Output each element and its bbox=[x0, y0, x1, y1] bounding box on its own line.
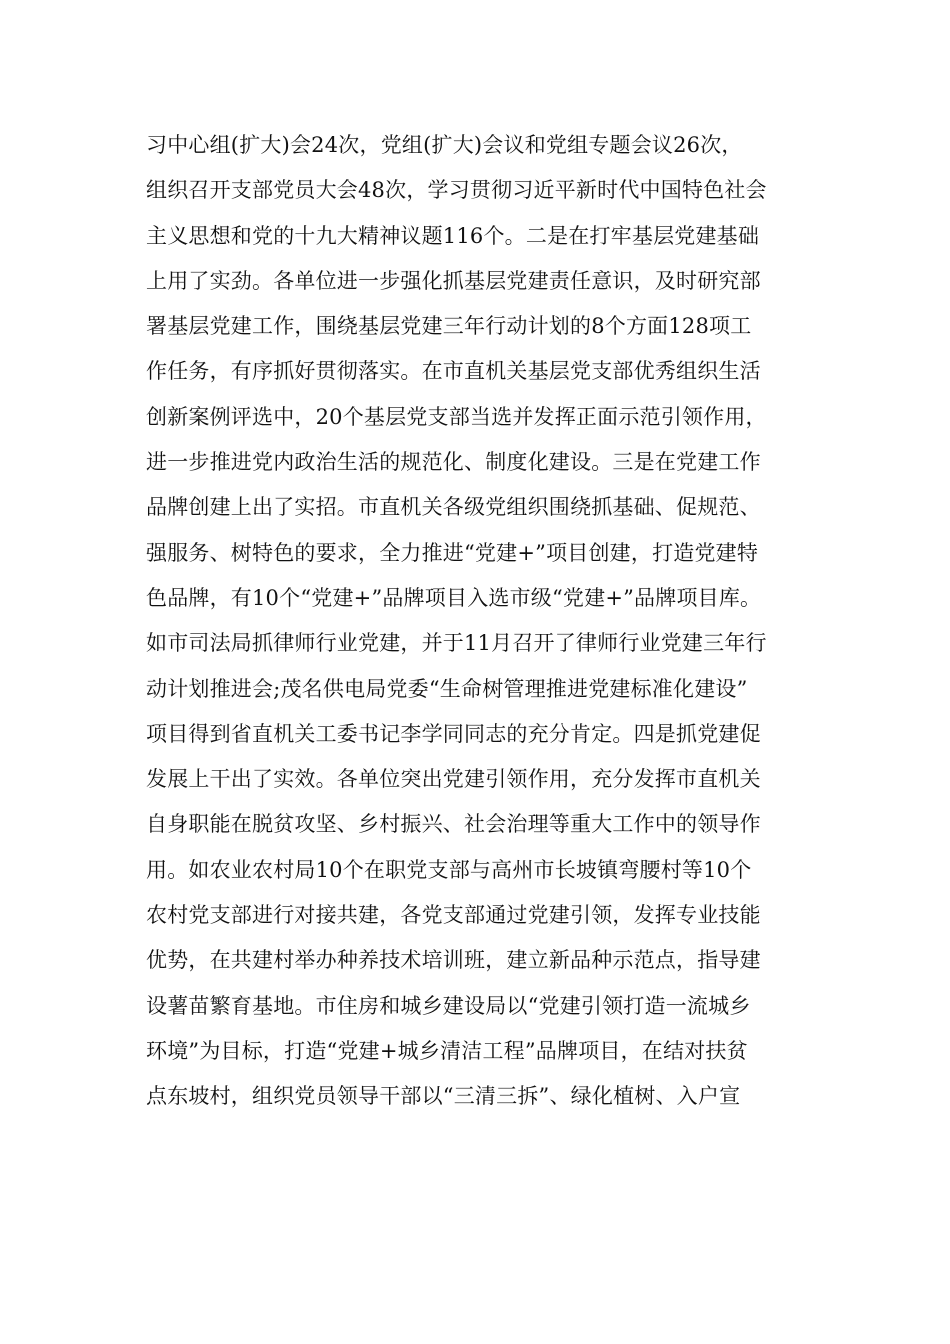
text-line-16: 自身职能在脱贫攻坚、乡村振兴、社会治理等重大工作中的领导作 bbox=[146, 812, 761, 837]
text-line-2: 组织召开支部党员大会48次，学习贯彻习近平新时代中国特色社会 bbox=[146, 178, 767, 203]
text-line-11: 色品牌，有10个“党建+”品牌项目入选市级“党建+”品牌项目库。 bbox=[146, 585, 762, 610]
text-line-13: 动计划推进会;茂名供电局党委“生命树管理推进党建标准化建设” bbox=[146, 676, 748, 701]
text-line-10: 强服务、树特色的要求，全力推进“党建+”项目创建，打造党建特 bbox=[146, 540, 759, 565]
text-line-15: 发展上干出了实效。各单位突出党建引领作用，充分发挥市直机关 bbox=[146, 767, 761, 792]
body-text bbox=[146, 130, 936, 1127]
text-line-1: 习中心组(扩大)会24次，党组(扩大)会议和党组专题会议26次， bbox=[146, 133, 743, 157]
text-line-20: 设薯苗繁育基地。市住房和城乡建设局以“党建引领打造一流城乡 bbox=[146, 993, 751, 1018]
text-line-6: 作任务，有序抓好贯彻落实。在市直机关基层党支部优秀组织生活 bbox=[146, 359, 761, 384]
text-line-17: 用。如农业农村局10个在职党支部与高州市长坡镇弯腰村等10个 bbox=[146, 857, 752, 882]
text-line-4: 上用了实劲。各单位进一步强化抓基层党建责任意识，及时研究部 bbox=[146, 268, 761, 293]
text-line-3: 主义思想和党的十九大精神议题116个。二是在打牢基层党建基础 bbox=[146, 223, 760, 248]
text-line-7: 创新案例评选中，20个基层党支部当选并发挥正面示范引领作用， bbox=[146, 404, 767, 429]
text-line-12: 如市司法局抓律师行业党建，并于11月召开了律师行业党建三年行 bbox=[146, 631, 767, 656]
text-line-19: 优势，在共建村举办种养技术培训班，建立新品种示范点，指导建 bbox=[146, 948, 761, 973]
text-line-8: 进一步推进党内政治生活的规范化、制度化建设。三是在党建工作 bbox=[146, 450, 761, 475]
text-line-9: 品牌创建上出了实招。市直机关各级党组织围绕抓基础、促规范、 bbox=[146, 495, 761, 520]
text-line-21: 环境”为目标，打造“党建+城乡清洁工程”品牌项目，在结对扶贫 bbox=[146, 1038, 748, 1063]
text-line-22: 点东坡村，组织党员领导干部以“三清三拆”、绿化植树、入户宣 bbox=[146, 1084, 741, 1109]
text-line-5: 署基层党建工作，围绕基层党建三年行动计划的8个方面128项工 bbox=[146, 314, 752, 339]
text-line-14: 项目得到省直机关工委书记李学同同志的充分肯定。四是抓党建促 bbox=[146, 721, 761, 746]
text-line-18: 农村党支部进行对接共建，各党支部通过党建引领，发挥专业技能 bbox=[146, 903, 761, 928]
